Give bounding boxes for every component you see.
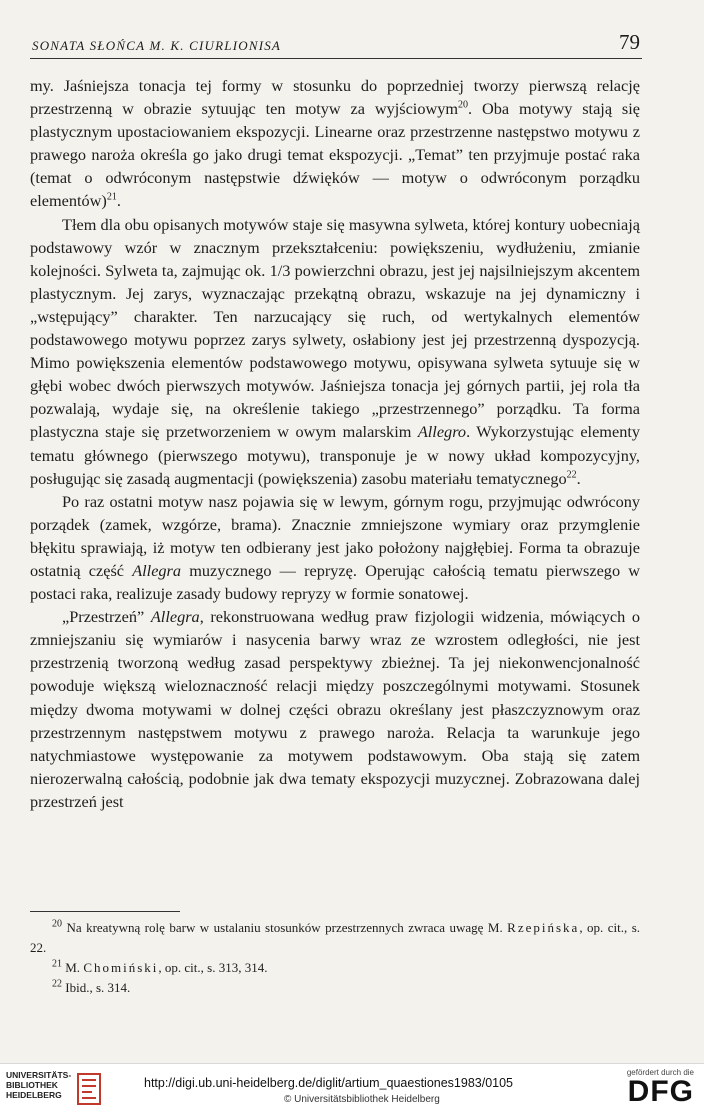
source-url-link[interactable]: http://digi.ub.uni-heidelberg.de/diglit/artium_quaestiones1983/0105 xyxy=(144,1076,514,1090)
italic-allegra-2: Allegra xyxy=(150,607,200,627)
header-rule xyxy=(30,58,642,59)
footnote-rule xyxy=(30,911,180,912)
viewer-footer xyxy=(0,1063,704,1113)
footnote-22: $^{22}$ Ibid., s. 314. xyxy=(52,978,131,995)
footnote-21: $^{21}$ M. Chomiński, op. cit., s. 313, 314. xyxy=(52,958,268,975)
dfg-caption: gefördert durch die xyxy=(626,1068,694,1077)
university-library-logo[interactable]: UNIVERSITÄTS- BIBLIOTHEK HEIDELBERG xyxy=(6,1070,102,1108)
paragraph-1: my. Jaśniejsza tonacja tej formy w stosunku do poprzedniej tworzy pierwszą relację przestrzenną w obrazie sytuując ten motyw za wyjściowym$^{20}$. Oba motywy stają się plastycznym upostaciowaniem ekspozycji. Linearne oraz przestrzenne następstwo motywu z prawego naroża określa go jako drugi temat ekspozycji. „Temat” ten przyjmuje postać raka (temat o odwróconym następstwie dźwięków — motyw o odwróconym porządku elementów)$^{21}$. xyxy=(30,76,641,211)
paragraph-3: Po raz ostatni motyw nasz pojawia się w lewym, górnym rogu, przyjmując odwrócony porządek (zamek, wzgórze, brama). Znacznie zmniejszone wymiary oraz przymglenie błękitu sprawiają, iż motyw ten odbierany jest jako położony najgłębiej. Forma ta obrazuje ostatnią część Allegra muzycznego — repryzę. Operując całością tematu pierwszego w postaci raka, realizuje zasady budowy repryzy w formie sonatowej. xyxy=(30,491,640,604)
italic-allegra: Allegra xyxy=(132,560,182,580)
footnote-20: $^{20}$ Na kreatywną rolę barw w ustalaniu stosunków przestrzennych zwraca uwagę M. Rzepińska, op. cit., s. 22. xyxy=(30,918,641,955)
body-text xyxy=(30,74,640,813)
footnote-ref-22: 22 xyxy=(566,469,577,481)
italic-allegro: Allegro xyxy=(417,422,467,442)
paragraph-2: Tłem dla obu opisanych motywów staje się masywna sylweta, której kontury uobecniają podstawowy wzór w znacznym przekształceniu: powiększeniu, wydłużeniu, zmianie kolejności. Sylweta ta, zajmując ok. 1/3 powierzchni obrazu, jest jej najsilniejszym akcentem plastycznym. Jej zarys, wyznaczając przekątną obrazu, wskazuje na jej dynamiczny i „wstępujący” charakter. Ten narzucający się ruch, od wertykalnych elementów podstawowego motywu poprzez zarys sylwety, osłabiony jest jej przestrzenną dyspozycją. Mimo powiększenia elementów podstawowego motywu, opisywana sylweta sytuuje się w głębi wobec dwóch pierwszych motywów. Jaśniejsza tonacja jej górnych partii, jej rola tła pozwalają, wydaje się, na określenie takiego „przestrzennego” porządku. Ta forma plastyczna staje się przetworzeniem w owym malarskim Allegro. Wykorzystując elementy tematu głównego (pierwszego motywu), transponuje je w nowy układ kompozycyjny, posługując się zasadą augmentacji (powiększenia) zasobu materiału tematycznego$^{22}$. xyxy=(30,214,640,488)
running-title: SONATA SŁOŃCA M. K. CIURLIONISA xyxy=(32,38,282,53)
footnote-ref-21: 21 xyxy=(106,192,117,204)
footnotes xyxy=(30,918,640,998)
library-emblem-icon xyxy=(76,1072,102,1106)
paragraph-4: „Przestrzeń” Allegra, rekonstruowana według praw fizjologii widzenia, mówiących o zmniejszaniu się wymiarów i nasycenia barwy wraz ze wzrostem odległości, nie jest przestrzenią tworzoną według zasad perspektywy zbieżnej. Ta jej niekonwencjonalność powoduje większą wieloznaczność relacji między poszczególnymi motywami. Stosunek między dwoma motywami w dolnej części obrazu określany jest płaszczyznowym oraz przestrzennym następstwem motywu z prawego naroża. Relacja ta warunkuje jego natychmiastowe występowanie za motywem podstawowym. Oba stają się zatem nierozerwalną całością, podobnie jak dwa tematy ekspozycji muzycznej. Zobrazowana dalej przestrzeń jest xyxy=(30,607,641,811)
dfg-logo[interactable] xyxy=(614,1068,694,1110)
dfg-wordmark: DFG xyxy=(627,1075,694,1108)
page-number: 79 xyxy=(619,30,640,54)
footnote-ref-20: 20 xyxy=(458,99,469,111)
copyright-text: © Universitätsbibliothek Heidelberg xyxy=(284,1094,440,1105)
running-head xyxy=(32,38,644,54)
